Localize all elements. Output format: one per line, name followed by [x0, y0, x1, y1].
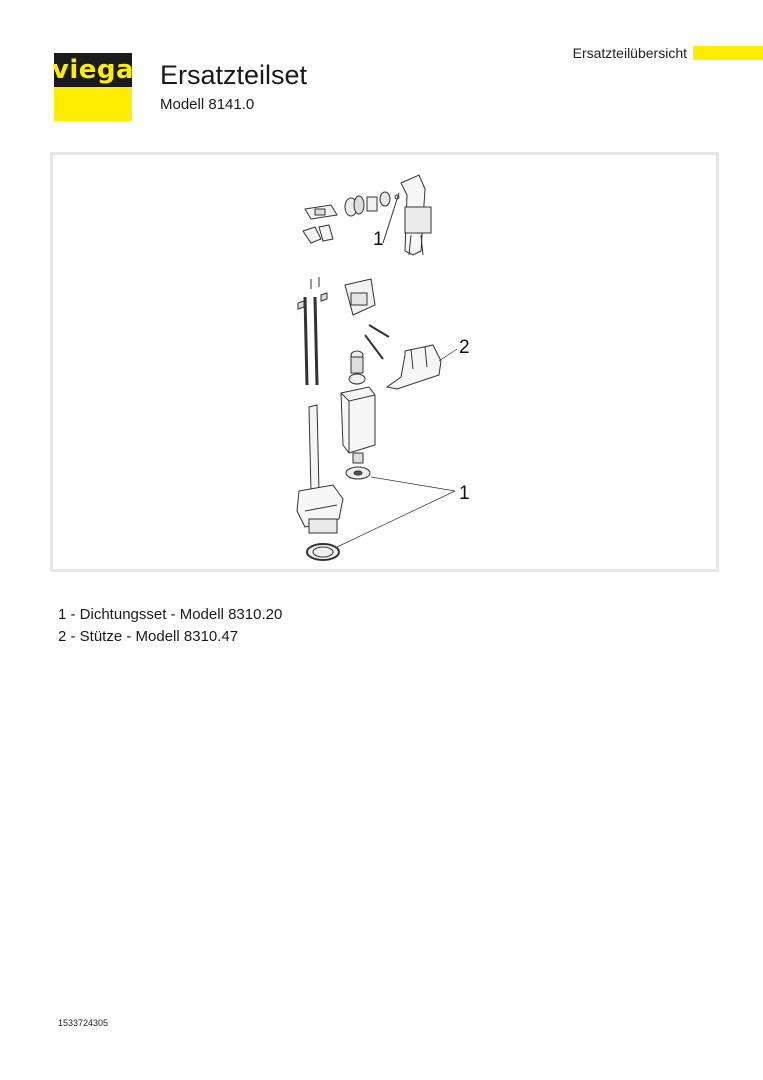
- viega-logo: [51, 53, 135, 121]
- section-tag-bar: [693, 46, 763, 60]
- legend-item: 2 - Stütze - Modell 8310.47: [58, 628, 239, 645]
- legend-item: 1 - Dichtungsset - Modell 8310.20: [58, 606, 283, 623]
- page-subtitle: Modell 8141.0: [160, 96, 255, 113]
- exploded-view-drawing: [53, 155, 716, 569]
- exploded-view-figure: [50, 152, 719, 572]
- page-title: Ersatzteilset: [160, 60, 308, 90]
- section-tag-label: Ersatzteilübersicht: [572, 45, 687, 61]
- logo-text: viega: [51, 55, 135, 85]
- parts-legend: [58, 604, 282, 648]
- callout-support: 2: [459, 337, 470, 358]
- section-tag: [573, 44, 763, 62]
- callout-seal-set-top: 1: [373, 229, 384, 250]
- callout-seal-set-bottom: 1: [459, 483, 470, 504]
- document-number: 1533724305: [58, 1018, 109, 1028]
